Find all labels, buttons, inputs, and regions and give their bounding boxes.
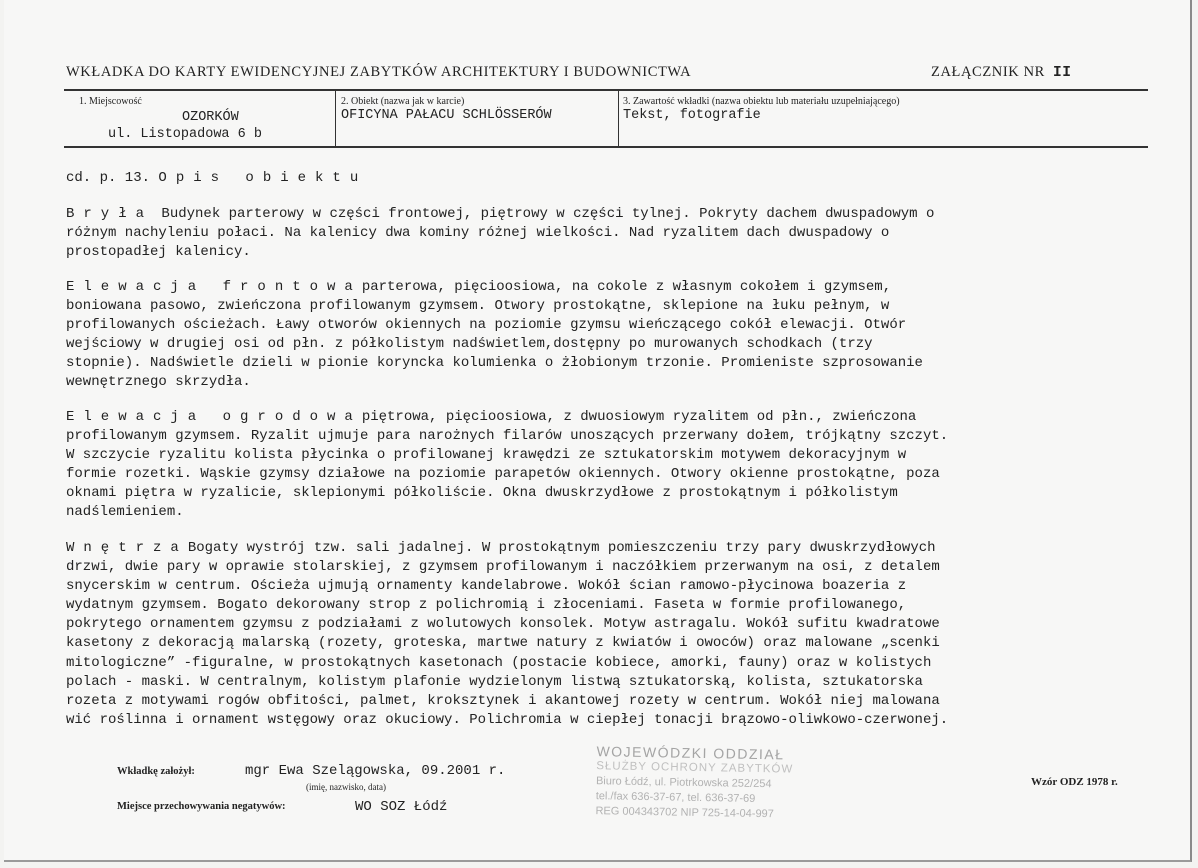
contents-label: 3. Zawartość wkładki (nazwa obiektu lub materiału uzupełniającego)	[623, 96, 900, 107]
location-label: 1. Miejscowość	[79, 96, 142, 107]
header-rule-bottom	[64, 146, 1148, 148]
paragraph-lead: Wnętrza	[66, 540, 188, 556]
paragraph-lead: Bryła	[66, 206, 154, 222]
section-heading	[66, 169, 1156, 188]
paragraph-wnetrza: WnętrzaBogaty wystrój tzw. sali jadalnej. W prostokątnym pomieszczeniu trzy pary dwuskrzydłowych drzwi, dwie pary w oprawie stolarskiej, z gzymsem profilowanym i naczółkiem przerwanym na osi, z detalem snycerskim w centrum. Ościeża ujmują ornamenty kandelabrowe. Wokół ścian ramowo-płycinowa boazeria z wydatnym gzymsem. Bogato dekorowany strop z polichromią i złoceniami. Faseta w formie profilowanego, pokrytego ornamentem gzymsu z podziałami z wolutowych konsolek. Motyw astragalu. Wokół sufitu kwadratowe kasetony z dekoracją malarską (rozety, groteska, martwe natury z kwiatów i owoców) oraz malowane „scenki mitologiczne” -figuralne, w prostokątnych kasetonach (postacie kobiece, amorki, fauny) oraz w kolistych polach - maski. W centralnym, kolistym plafonie wydzielonym listwą sztukatorską, kolista, sztukatorska rozeta z motywami rogów obfitości, palmet, kroksztynek i akantowej rozety w centrum. Wokół niej malowana wić roślinna i ornament wstęgowy oraz okuciowy. Polichromia w ciepłej tonacji brązowo-oliwkowo-czerwonej.	[66, 540, 949, 728]
form-title: WKŁADKA DO KARTY EWIDENCYJNEJ ZABYTKÓW ARCHITEKTURY I BUDOWNICTWA	[66, 64, 692, 80]
object-value: OFICYNA PAŁACU SCHLÖSSERÓW	[341, 108, 552, 123]
annex-label: ZAŁĄCZNIK NR	[931, 64, 1045, 80]
storage-label: Miejsce przechowywania negatywów:	[117, 801, 286, 812]
annex-value: II	[1052, 65, 1072, 81]
author-label: Wkładkę założył:	[117, 766, 195, 777]
paragraph-lead: Elewacja frontowa	[66, 279, 362, 295]
section-heading-title: Opis obiektu	[158, 170, 368, 186]
cell-divider-2	[618, 91, 619, 146]
paragraph-elewacja-frontowa: Elewacja frontowaparterowa, pięcioosiowa, na cokole z własnym cokołem i gzymsem, boniowana pasowo, zwieńczona profilowanym gzymsem. Otwory prostokątne, sklepione na łuku pełnym, w profilowanych ościeżach. Ławy otworów okiennych na poziomie gzymsu wieńczącego cokół elewacji. Otwór wejściowy w drugiej osi od płn. z półkolistym nadświetlem,dostępny po murowanych schodkach (trzy stopnie). Nadświetle dzieli w pionie koryncka kolumienka o żłobionym trzonie. Promieniste szprosowanie wewnętrznego skrzydła.	[66, 279, 923, 391]
author-value: mgr Ewa Szelągowska, 09.2001 r.	[245, 763, 506, 779]
office-stamp: WOJEWÓDZKI ODDZIAŁ SŁUŻBY OCHRONY ZABYTKÓW Biuro Łódź, ul. Piotrkowska 252/254 tel./fax 636-37-67, tel. 636-37-69 REG 004343702 NIP 725-14-04-997	[595, 743, 794, 821]
location-town: OZORKÓW	[182, 110, 239, 125]
annex-number	[931, 64, 1072, 81]
document-page	[4, 0, 1192, 862]
paragraph-bryla: Bryła Budynek parterowy w części frontowej, piętrowy w części tylnej. Pokryty dachem dwuspadowym o różnym nachyleniu połaci. Na kalenicy dwa kominy różnej wielkości. Nad ryzalitem dach dwuspadowy o prostopadłej kalenicy.	[66, 206, 935, 261]
form-version: Wzór ODZ 1978 r.	[1031, 776, 1118, 788]
paragraph-lead: Elewacja ogrodowa	[66, 409, 362, 425]
paragraph-elewacja-ogrodowa: Elewacja ogrodowapiętrowa, pięcioosiowa, z dwuosiowym ryzalitem od płn., zwieńczona profilowanym gzymsem. Ryzalit ujmuje para narożnych filarów unoszących przerwany dołem, trójkątny szczyt. W szczycie ryzalitu kolista płycinka o profilowanej krawędzi ze sztukatorskim motywem dekoracyjnym w formie rozetki. Wąskie gzymsy działowe na poziomie parapetów okiennych. Otwory okienne prostokątne, poza oknami piętra w ryzalicie, sklepionymi półkoliście. Okna dwuskrzydłowe z prostokątnym i półkolistym nadślemieniem.	[66, 409, 949, 521]
section-heading-prefix: cd. p. 13.	[66, 170, 151, 186]
header-rule-top	[64, 89, 1148, 91]
location-street: ul. Listopadowa 6 b	[108, 127, 262, 142]
storage-value: WO SOZ Łódź	[355, 799, 448, 815]
cell-divider-1	[335, 91, 336, 146]
contents-value: Tekst, fotografie	[623, 108, 761, 123]
object-label: 2. Obiekt (nazwa jak w karcie)	[341, 96, 465, 107]
author-hint: (imię, nazwisko, data)	[306, 782, 386, 792]
